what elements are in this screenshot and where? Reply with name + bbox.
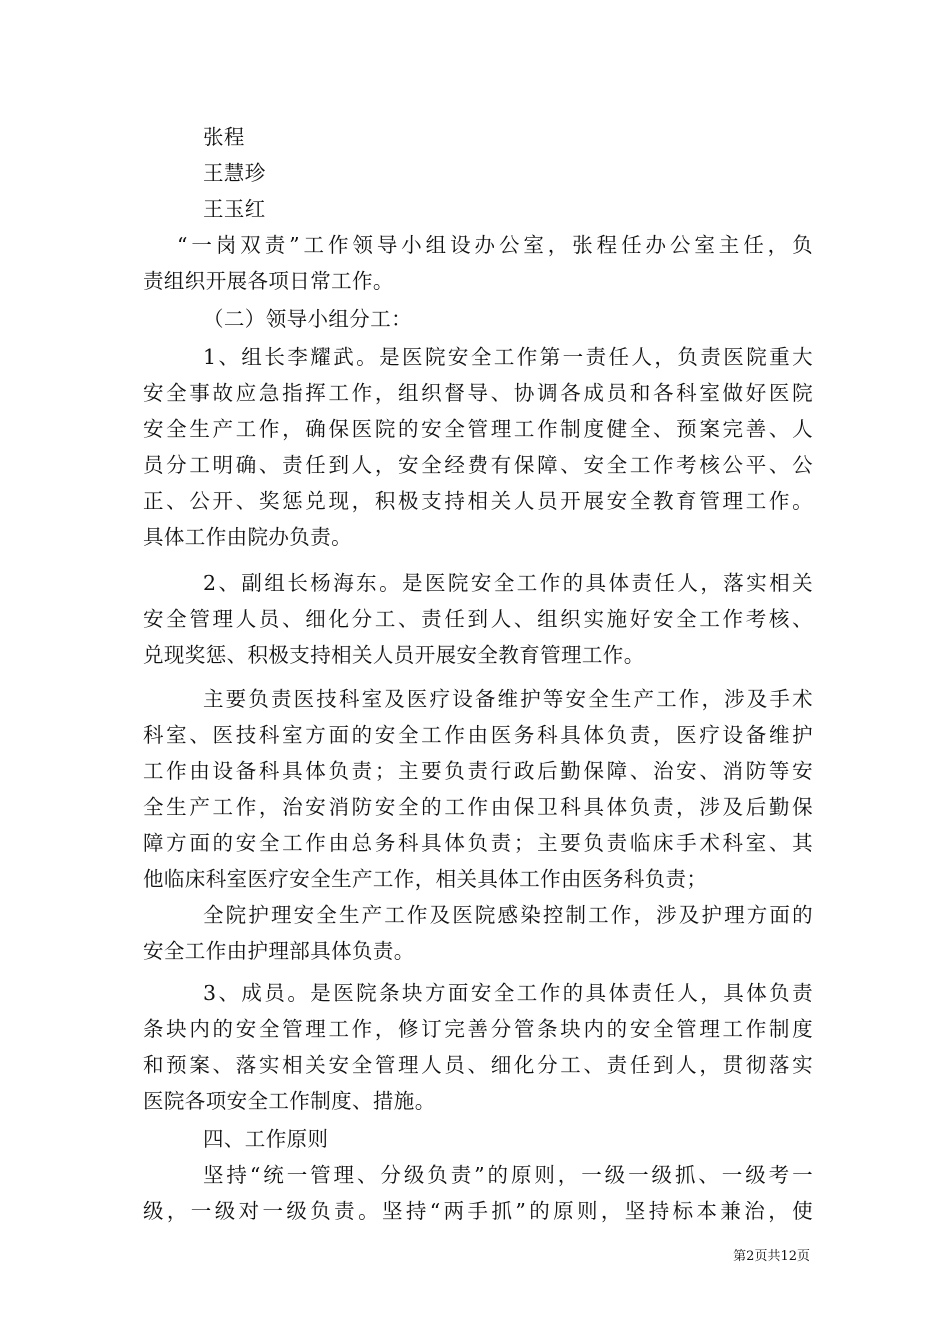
- text-line: 安全生产工作，确保医院的安全管理工作制度健全、预案完善、人: [143, 417, 813, 441]
- text-line: 2、副组长杨海东。是医院安全工作的具体责任人，落实相关: [203, 571, 813, 595]
- text-line: 安全管理人员、细化分工、责任到人、组织实施好安全工作考核、: [143, 607, 813, 631]
- text-line: 员分工明确、责任到人，安全经费有保障、安全工作考核公平、公: [143, 453, 813, 477]
- text-line: 他临床科室医疗安全生产工作，相关具体工作由医务科负责；: [143, 867, 708, 891]
- text-line: 王慧珍: [203, 161, 266, 185]
- text-line: 和预案、落实相关安全管理人员、细化分工、责任到人，贯彻落实: [143, 1053, 813, 1077]
- page-number: 第2页共12页: [733, 1249, 810, 1264]
- text-line: 安全工作由护理部具体负责。: [143, 939, 415, 963]
- text-line: 医院各项安全工作制度、措施。: [143, 1089, 436, 1113]
- text-line: 全院护理安全生产工作及医院感染控制工作，涉及护理方面的: [203, 903, 813, 927]
- text-line: 兑现奖惩、积极支持相关人员开展安全教育管理工作。: [143, 643, 645, 667]
- text-line: 3、成员。是医院条块方面安全工作的具体责任人，具体负责: [203, 981, 813, 1005]
- text-line: 王玉红: [203, 197, 266, 221]
- text-line: 坚持“统一管理、分级负责”的原则，一级一级抓、一级考一: [203, 1163, 813, 1187]
- text-line: 全生产工作，治安消防安全的工作由保卫科具体负责，涉及后勤保: [143, 795, 813, 819]
- text-line: 条块内的安全管理工作，修订完善分管条块内的安全管理工作制度: [143, 1017, 813, 1041]
- text-line: 障方面的安全工作由总务科具体负责；主要负责临床手术科室、其: [143, 831, 813, 855]
- text-line: 责组织开展各项日常工作。: [143, 269, 394, 293]
- text-line: 正、公开、奖惩兑现，积极支持相关人员开展安全教育管理工作。: [143, 489, 813, 513]
- text-line: 级，一级对一级负责。坚持“两手抓”的原则，坚持标本兼治，使: [143, 1199, 813, 1223]
- text-line: 张程: [203, 125, 245, 149]
- text-line: 工作由设备科具体负责；主要负责行政后勤保障、治安、消防等安: [143, 759, 813, 783]
- text-line: 科室、医技科室方面的安全工作由医务科具体负责，医疗设备维护: [143, 723, 813, 747]
- text-line: 1、组长李耀武。是医院安全工作第一责任人，负责医院重大: [203, 345, 813, 369]
- text-line: 具体工作由院办负责。: [143, 525, 352, 549]
- section-heading: （二）领导小组分工：: [203, 307, 412, 331]
- text-line: 主要负责医技科室及医疗设备维护等安全生产工作，涉及手术: [203, 687, 813, 711]
- text-line: 安全事故应急指挥工作，组织督导、协调各成员和各科室做好医院: [143, 381, 813, 405]
- text-line: “一岗双责”工作领导小组设办公室，张程任办公室主任，负: [177, 233, 813, 257]
- section-heading: 四、工作原则: [203, 1127, 329, 1151]
